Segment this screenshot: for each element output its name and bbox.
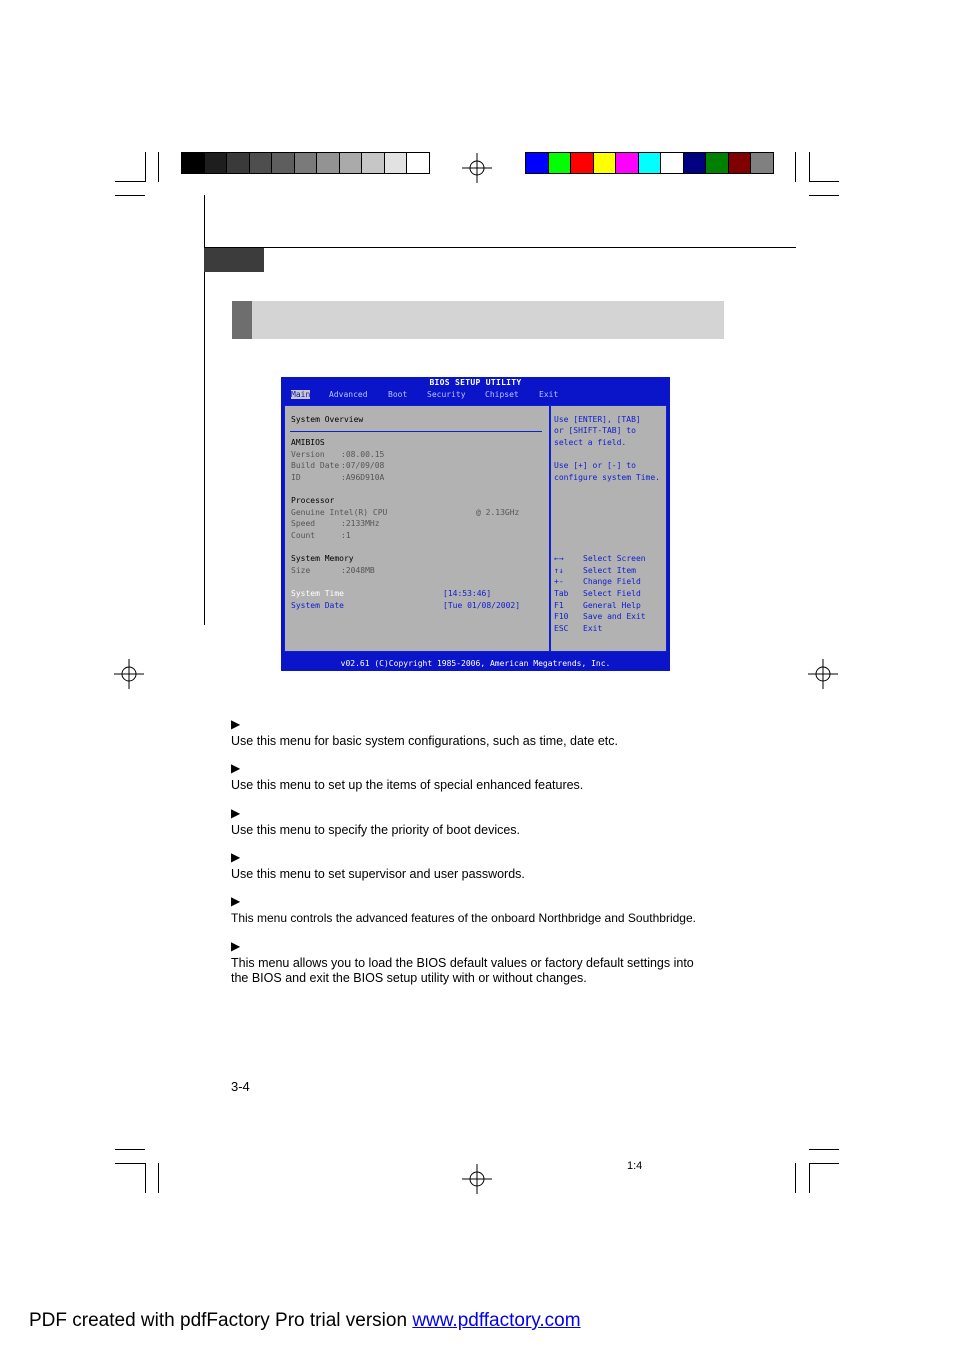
- crop-mark: [158, 1163, 159, 1193]
- tab-advanced[interactable]: Advanced: [329, 390, 368, 399]
- bios-title: BIOS SETUP UTILITY: [429, 378, 522, 387]
- build-date-value: :07/09/08: [341, 461, 385, 470]
- crop-mark: [795, 152, 796, 182]
- section-heading-bar: [232, 301, 724, 339]
- key-legend-action: Save and Exit: [583, 612, 646, 621]
- help-text: select a field.: [554, 438, 627, 447]
- crop-mark: [809, 1149, 839, 1150]
- version-label: Version: [291, 450, 325, 459]
- header-rule: [204, 247, 796, 248]
- registration-mark-icon: [808, 659, 838, 689]
- color-swatch: [638, 152, 662, 174]
- system-date-field[interactable]: [Tue 01/08/2002]: [443, 601, 521, 610]
- advanced-menu-description: Use this menu to set up the items of special enhanced features.: [231, 778, 584, 792]
- tab-main[interactable]: Main: [291, 390, 311, 399]
- system-overview-heading: System Overview: [291, 415, 364, 424]
- tab-exit[interactable]: Exit: [539, 390, 559, 399]
- section-heading-marker: [232, 301, 252, 339]
- color-swatch: [548, 152, 572, 174]
- size-label: Size: [291, 566, 311, 575]
- registration-mark-icon: [114, 659, 144, 689]
- key-legend-key: ←→: [554, 554, 564, 563]
- processor-heading: Processor: [291, 496, 335, 505]
- size-value: :2048MB: [341, 566, 375, 575]
- color-swatch: [384, 152, 408, 174]
- key-legend-key: F10: [554, 612, 569, 621]
- cpu-name: Genuine Intel(R) CPU: [291, 508, 388, 517]
- bullet-arrow-icon: ▶: [231, 761, 241, 775]
- color-swatch: [406, 152, 430, 174]
- cpu-frequency: @ 2.13GHz: [476, 508, 520, 517]
- help-text: or [SHIFT-TAB] to: [554, 426, 636, 435]
- key-legend-key: ESC: [554, 624, 569, 633]
- crop-mark: [115, 195, 145, 196]
- crop-mark: [115, 1163, 145, 1164]
- page-number: 3-4: [231, 1079, 250, 1094]
- boot-menu-description: Use this menu to specify the priority of boot devices.: [231, 823, 521, 837]
- color-swatch: [181, 152, 205, 174]
- key-legend-key: ↑↓: [554, 566, 564, 575]
- exit-menu-description-line1: This menu allows you to load the BIOS default values or factory default settings into: [231, 956, 694, 970]
- help-text: Use [+] or [-] to: [554, 461, 636, 470]
- key-legend-action: Exit: [583, 624, 603, 633]
- crop-mark: [809, 1163, 839, 1164]
- bios-copyright-footer: v02.61 (C)Copyright 1985-2006, American Megatrends, Inc.: [340, 659, 611, 668]
- bullet-arrow-icon: ▶: [231, 717, 241, 731]
- panel-divider: [549, 406, 551, 651]
- crop-mark: [145, 1163, 146, 1193]
- help-text: Use [ENTER], [TAB]: [554, 415, 641, 424]
- main-menu-description: Use this menu for basic system configurations, such as time, date etc.: [231, 734, 618, 748]
- bullet-arrow-icon: ▶: [231, 850, 241, 864]
- version-value: :08.00.15: [341, 450, 385, 459]
- crop-mark: [795, 1163, 796, 1193]
- crop-mark: [809, 181, 839, 182]
- color-swatch: [316, 152, 340, 174]
- color-swatch: [226, 152, 250, 174]
- color-swatch: [570, 152, 594, 174]
- id-label: ID: [291, 473, 301, 482]
- key-legend-key: F1: [554, 601, 564, 610]
- key-legend-action: General Help: [583, 601, 641, 610]
- color-swatch: [728, 152, 752, 174]
- color-swatch: [750, 152, 774, 174]
- key-legend-action: Change Field: [583, 577, 641, 586]
- amibios-heading: AMIBIOS: [291, 438, 325, 447]
- color-swatch: [271, 152, 295, 174]
- crop-mark: [158, 152, 159, 182]
- registration-mark-icon: [462, 153, 492, 183]
- memory-heading: System Memory: [291, 554, 354, 563]
- system-time-field[interactable]: [14:53:46]: [443, 589, 492, 598]
- overview-underline: [290, 431, 542, 432]
- tab-chipset[interactable]: Chipset: [485, 390, 519, 399]
- speed-value: :2133MHz: [341, 519, 380, 528]
- system-date-label[interactable]: System Date: [291, 601, 344, 610]
- chipset-menu-description: This menu controls the advanced features of the onboard Northbridge and Southbridge.: [231, 911, 696, 925]
- color-swatch: [339, 152, 363, 174]
- exit-menu-description-line2: the BIOS and exit the BIOS setup utility with or without changes.: [231, 971, 587, 985]
- key-legend-key: +-: [554, 577, 564, 586]
- security-menu-description: Use this menu to set supervisor and user passwords.: [231, 867, 525, 881]
- speed-label: Speed: [291, 519, 316, 528]
- build-date-label: Build Date: [291, 461, 340, 470]
- color-swatch: [361, 152, 385, 174]
- print-slug: 1:4: [627, 1160, 643, 1172]
- color-swatch: [249, 152, 273, 174]
- count-value: :1: [341, 531, 351, 540]
- tab-security[interactable]: Security: [427, 390, 466, 399]
- pdf-notice-text: PDF created with pdfFactory Pro trial version: [29, 1310, 413, 1331]
- key-legend-action: Select Item: [583, 566, 636, 575]
- count-label: Count: [291, 531, 316, 540]
- bios-menubar: [281, 389, 670, 402]
- pdffactory-link[interactable]: www.pdffactory.com: [412, 1310, 581, 1331]
- bullet-arrow-icon: ▶: [231, 939, 241, 953]
- color-swatch: [204, 152, 228, 174]
- registration-mark-icon: [462, 1164, 492, 1194]
- color-swatch: [593, 152, 617, 174]
- color-swatch: [683, 152, 707, 174]
- bullet-arrow-icon: ▶: [231, 894, 241, 908]
- crop-mark: [809, 195, 839, 196]
- tab-boot[interactable]: Boot: [388, 390, 408, 399]
- color-swatch: [660, 152, 684, 174]
- bios-main-panel: [284, 405, 667, 652]
- bullet-arrow-icon: ▶: [231, 806, 241, 820]
- crop-mark: [809, 1163, 810, 1193]
- key-legend-action: Select Field: [583, 589, 641, 598]
- color-swatch: [294, 152, 318, 174]
- chapter-tab: [204, 248, 264, 272]
- key-legend-action: Select Screen: [583, 554, 646, 563]
- crop-mark: [145, 152, 146, 182]
- help-text: configure system Time.: [554, 473, 660, 482]
- id-value: :A96D910A: [341, 473, 385, 482]
- color-swatch: [705, 152, 729, 174]
- key-legend-key: Tab: [554, 589, 569, 598]
- bios-screenshot: [281, 377, 670, 671]
- pdf-notice: [29, 1310, 581, 1332]
- color-swatch: [615, 152, 639, 174]
- crop-mark: [115, 1149, 145, 1150]
- crop-mark: [115, 181, 145, 182]
- system-time-label[interactable]: System Time: [291, 589, 344, 598]
- crop-mark: [809, 152, 810, 182]
- color-swatch: [525, 152, 549, 174]
